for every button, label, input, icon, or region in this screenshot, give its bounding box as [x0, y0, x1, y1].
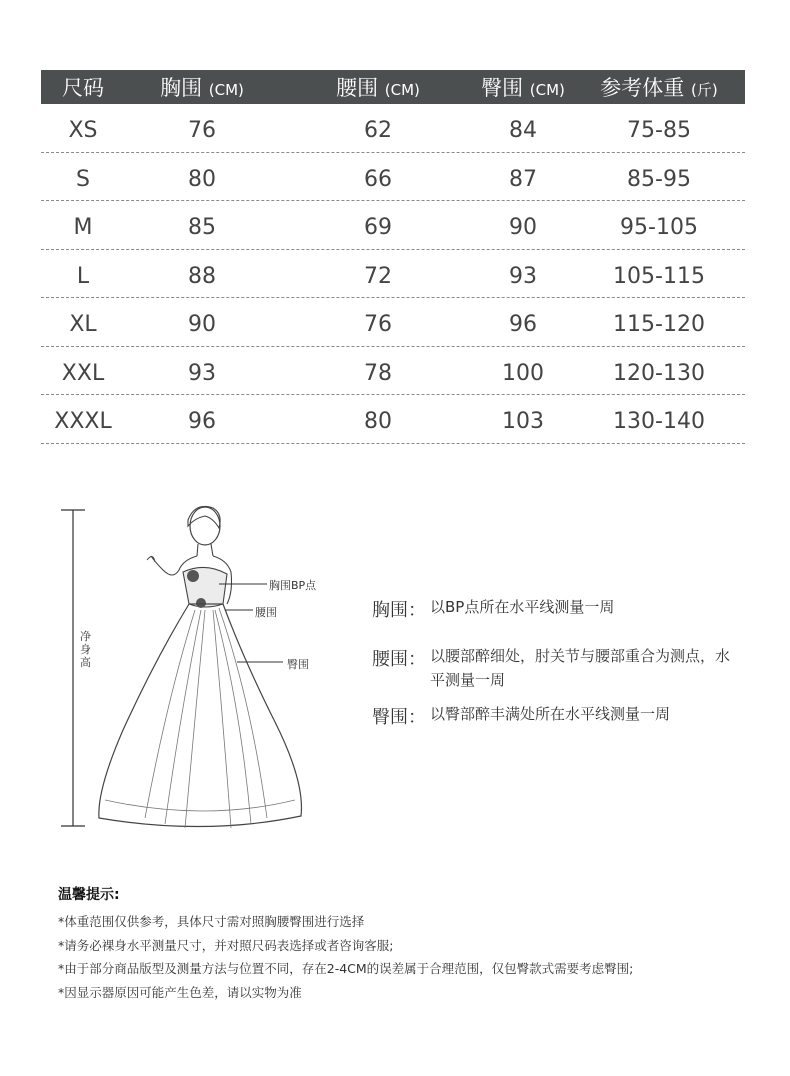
cell-waist: 62 [364, 118, 392, 144]
table-row [41, 250, 745, 299]
cell-weight: 75-85 [627, 118, 691, 144]
cell-waist: 69 [364, 215, 392, 241]
tip-item: *体重范围仅供参考，具体尺寸需对照胸腰臀围进行选择 [58, 914, 365, 929]
cell-bust: 76 [188, 118, 216, 144]
table-header [41, 70, 745, 104]
table-row [41, 201, 745, 250]
cell-bust: 80 [188, 166, 216, 192]
cell-bust: 88 [188, 263, 216, 289]
tip-item: *请务必裸身水平测量尺寸，并对照尺码表选择或者咨询客服; [58, 937, 394, 953]
cell-size: L [76, 263, 90, 289]
cell-waist: 66 [364, 166, 392, 192]
table-row [41, 298, 745, 347]
dress-illustration [55, 500, 355, 840]
cell-size: XXXL [54, 409, 112, 435]
table-row [41, 104, 745, 153]
cell-size: XS [68, 118, 98, 144]
cell-weight: 85-95 [627, 166, 691, 192]
cell-hip: 87 [509, 166, 537, 192]
cell-hip: 84 [509, 118, 537, 144]
header-hip: 臀围 (CM) [481, 76, 565, 100]
cell-size: XL [69, 312, 97, 338]
cell-weight: 115-120 [613, 312, 705, 338]
tip-item: *由于部分商品版型及测量方法与位置不同，存在2-4CM的误差属于合理范围，仅包臀款式需要考虑臀围; [58, 961, 634, 976]
cell-waist: 80 [364, 409, 392, 435]
height-label: 净身高 [80, 630, 91, 669]
size-table [41, 70, 745, 444]
cell-bust: 85 [188, 215, 216, 241]
header-size: 尺码 [62, 76, 104, 100]
definition-term: 腰围： [372, 649, 426, 670]
cell-waist: 76 [364, 312, 392, 338]
cell-waist: 78 [364, 360, 392, 386]
definition-term: 胸围： [372, 600, 426, 621]
cell-hip: 103 [502, 409, 544, 435]
table-row [41, 153, 745, 202]
definition-waist [372, 645, 730, 692]
definition-text: 以臀部醉丰满处所在水平线测量一周 [430, 705, 671, 723]
tips-section [58, 884, 758, 1004]
cell-bust: 96 [188, 409, 216, 435]
tip-item: *因显示器原因可能产生色差，请以实物为准 [58, 984, 302, 1000]
definition-term: 臀围： [372, 707, 426, 728]
bust-point-label: 胸围BP点 [269, 579, 317, 592]
cell-bust: 93 [188, 360, 216, 386]
dress-figure [55, 500, 355, 840]
definition-text: 以BP点所在水平线测量一周 [430, 598, 615, 616]
cell-bust: 90 [188, 312, 216, 338]
cell-waist: 72 [364, 263, 392, 289]
header-bust: 胸围 (CM) [160, 76, 244, 100]
cell-hip: 96 [509, 312, 537, 338]
header-waist: 腰围 (CM) [336, 76, 420, 100]
definition-bust [372, 596, 730, 622]
waist-point-label: 腰围 [255, 606, 277, 619]
cell-weight: 130-140 [613, 409, 705, 435]
cell-weight: 95-105 [620, 215, 698, 241]
header-weight: 参考体重 (斤) [600, 76, 718, 100]
tips-title: 温馨提示: [58, 887, 120, 903]
cell-hip: 100 [502, 360, 544, 386]
cell-size: M [73, 215, 93, 241]
cell-size: XXL [61, 360, 105, 386]
cell-size: S [76, 166, 90, 192]
cell-hip: 90 [509, 215, 537, 241]
definition-text: 以腰部醉细处，肘关节与腰部重合为测点，水平测量一周 [430, 647, 731, 689]
cell-hip: 93 [509, 263, 537, 289]
cell-weight: 105-115 [613, 263, 705, 289]
cell-weight: 120-130 [613, 360, 705, 386]
hip-point-label: 臀围 [287, 658, 309, 671]
table-row [41, 395, 745, 444]
definition-hip [372, 703, 730, 729]
table-row [41, 347, 745, 396]
